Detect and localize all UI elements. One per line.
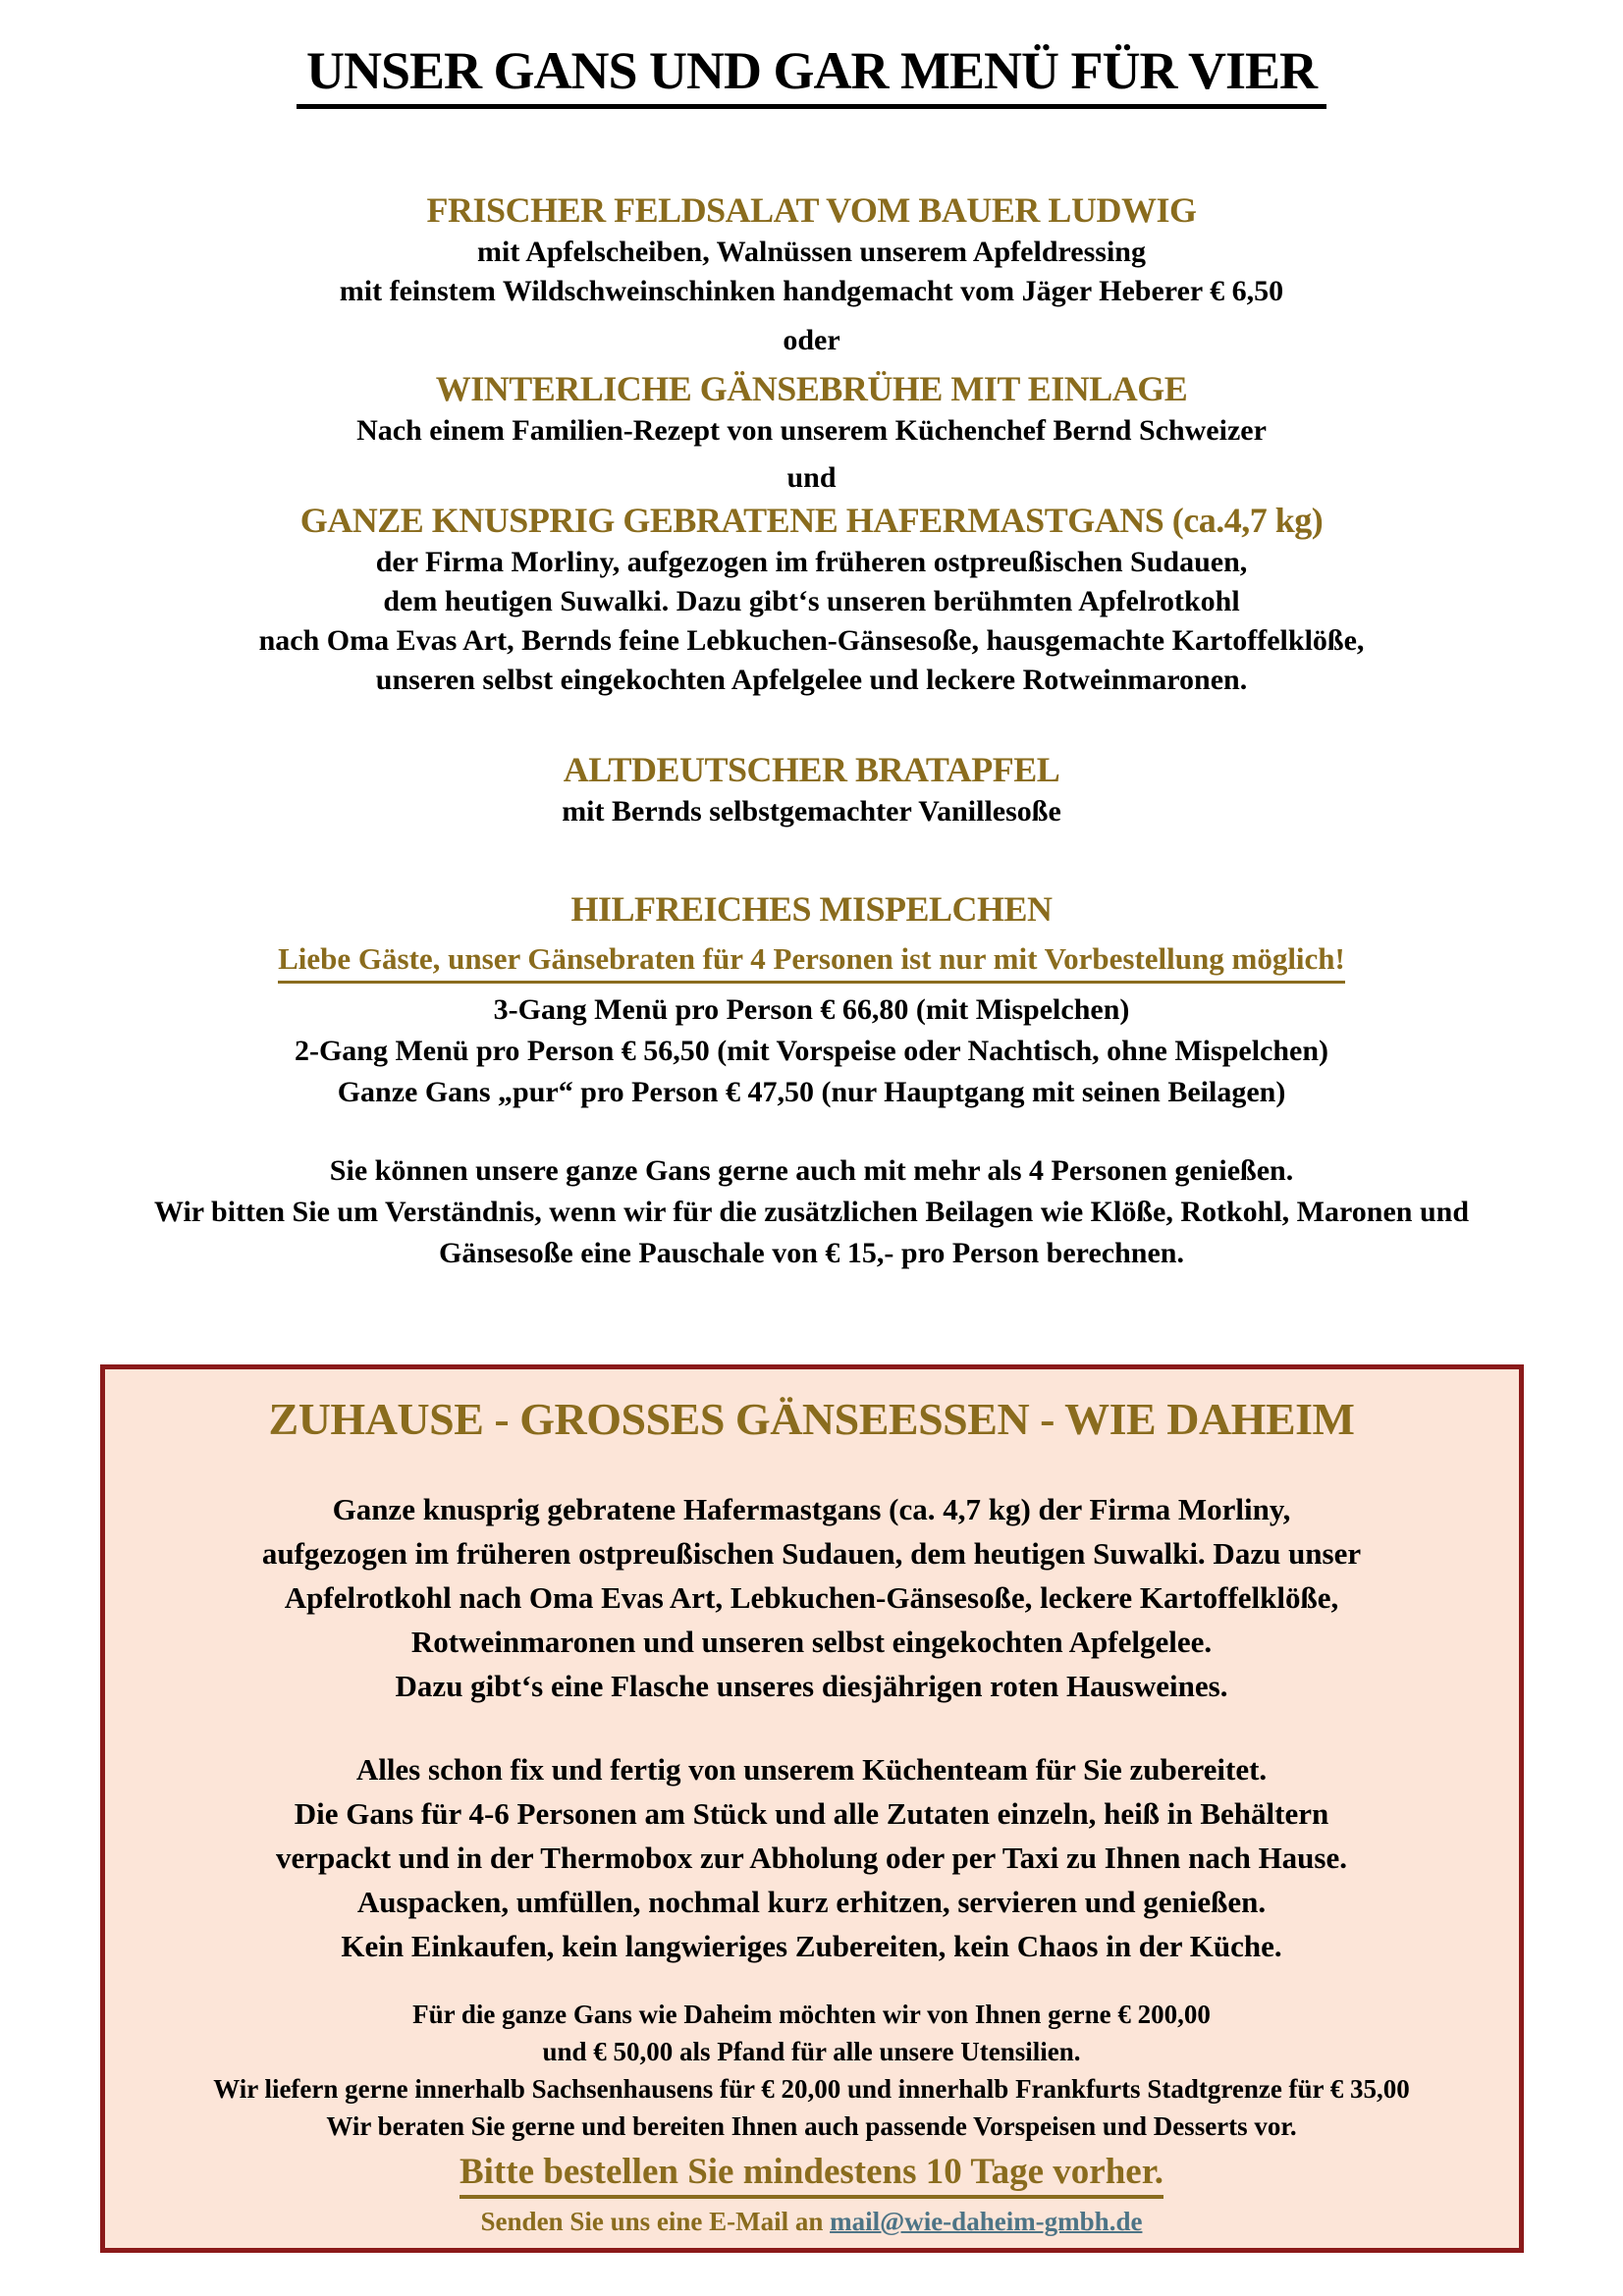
home-box-line: Die Gans für 4-6 Personen am Stück und alle Zutaten einzeln, heiß in Behältern bbox=[294, 1796, 1329, 1831]
home-box-paragraph-3 bbox=[125, 1996, 1499, 2145]
order-note-wrap bbox=[125, 2151, 1499, 2199]
extra-line: Gänsesoße eine Pauschale von € 15,- pro Person berechnen. bbox=[439, 1237, 1184, 1269]
home-box-line: verpackt und in der Thermobox zur Abholung oder per Taxi zu Ihnen nach Hause. bbox=[276, 1841, 1347, 1875]
extra-line: Sie können unsere ganze Gans gerne auch mit mehr als 4 Personen genießen. bbox=[329, 1154, 1294, 1187]
home-box-line: Auspacken, umfüllen, nochmal kurz erhitzen, servieren und genießen. bbox=[356, 1885, 1267, 1919]
separator-oder: oder bbox=[783, 324, 840, 356]
extra-persons-note bbox=[0, 1150, 1623, 1274]
email-link[interactable]: mail@wie-daheim-gmbh.de bbox=[830, 2207, 1143, 2236]
home-box-heading: ZUHAUSE - GROSSES GÄNSEESSEN - WIE DAHEIM bbox=[268, 1394, 1355, 1444]
extra-line: Wir bitten Sie um Verständnis, wenn wir für die zusätzlichen Beilagen wie Klöße, Rotkohl, Maronen und bbox=[153, 1196, 1470, 1228]
main-course-line: der Firma Morliny, aufgezogen im früheren ostpreußischen Sudauen, bbox=[375, 546, 1248, 578]
main-course-line: dem heutigen Suwalki. Dazu gibt‘s unseren berühmten Apfelrotkohl bbox=[383, 585, 1240, 617]
home-box-line: Alles schon fix und fertig von unserem Küchenteam für Sie zubereitet. bbox=[355, 1752, 1268, 1787]
home-box-line: Kein Einkaufen, kein langwieriges Zubereiten, kein Chaos in der Küche. bbox=[341, 1929, 1282, 1963]
preorder-notice: Liebe Gäste, unser Gänsebraten für 4 Personen ist nur mit Vorbestellung möglich! bbox=[278, 939, 1345, 984]
home-box-small-line: Für die ganze Gans wie Daheim möchten wir von Ihnen gerne € 200,00 bbox=[412, 2000, 1211, 2029]
home-box-line: Rotweinmaronen und unseren selbst eingekochten Apfelgelee. bbox=[410, 1625, 1213, 1659]
preorder-notice-wrap bbox=[0, 939, 1623, 984]
dessert-heading: ALTDEUTSCHER BRATAPFEL bbox=[563, 750, 1060, 789]
starter-heading: FRISCHER FELDSALAT VOM BAUER LUDWIG bbox=[426, 190, 1197, 230]
order-note: Bitte bestellen Sie mindestens 10 Tage vorher. bbox=[460, 2151, 1163, 2199]
home-box-line: Dazu gibt‘s eine Flasche unseres diesjährigen roten Hausweines. bbox=[395, 1669, 1228, 1703]
digestif-heading: HILFREICHES MISPELCHEN bbox=[570, 889, 1053, 929]
starter-line: mit Apfelscheiben, Walnüssen unserem Apfeldressing bbox=[477, 236, 1146, 268]
home-box-small-line: und € 50,00 als Pfand für alle unsere Utensilien. bbox=[542, 2037, 1081, 2066]
main-course-heading: GANZE KNUSPRIG GEBRATENE HAFERMASTGANS (ca.4,7 kg) bbox=[299, 501, 1324, 540]
home-box-line: Apfelrotkohl nach Oma Evas Art, Lebkuchen-Gänsesoße, leckere Kartoffelklöße, bbox=[284, 1580, 1339, 1615]
price-line-3-gang: 3-Gang Menü pro Person € 66,80 (mit Mispelchen) bbox=[493, 993, 1130, 1026]
email-line bbox=[125, 2205, 1499, 2238]
main-course-line: unseren selbst eingekochten Apfelgelee und leckere Rotweinmaronen. bbox=[375, 664, 1248, 696]
home-box-line: Ganze knusprig gebratene Hafermastgans (ca. 4,7 kg) der Firma Morliny, bbox=[332, 1492, 1291, 1526]
title-section bbox=[0, 0, 1623, 109]
price-list bbox=[0, 989, 1623, 1113]
home-box-line: aufgezogen im früheren ostpreußischen Sudauen, dem heutigen Suwalki. Dazu unser bbox=[261, 1536, 1362, 1571]
price-line-2-gang: 2-Gang Menü pro Person € 56,50 (mit Vorspeise oder Nachtisch, ohne Mispelchen) bbox=[294, 1035, 1329, 1067]
email-prefix: Senden Sie uns eine E-Mail an bbox=[480, 2207, 831, 2236]
home-box-paragraph-1 bbox=[125, 1487, 1499, 1708]
starter-line: mit feinstem Wildschweinschinken handgemacht vom Jäger Heberer € 6,50 bbox=[339, 275, 1284, 307]
home-goose-box bbox=[100, 1364, 1524, 2253]
menu-body bbox=[0, 187, 1623, 1274]
page-title: UNSER GANS UND GAR MENÜ FÜR VIER bbox=[297, 41, 1326, 109]
home-box-paragraph-2 bbox=[125, 1747, 1499, 1968]
price-line-gans-pur: Ganze Gans „pur“ pro Person € 47,50 (nur Hauptgang mit seinen Beilagen) bbox=[337, 1076, 1286, 1108]
home-box-small-line: Wir beraten Sie gerne und bereiten Ihnen auch passende Vorspeisen und Desserts vor. bbox=[326, 2111, 1297, 2141]
separator-und: und bbox=[786, 461, 837, 494]
soup-heading: WINTERLICHE GÄNSEBRÜHE MIT EINLAGE bbox=[435, 369, 1188, 408]
dessert-line: mit Bernds selbstgemachter Vanillesoße bbox=[562, 795, 1061, 828]
soup-line: Nach einem Familien-Rezept von unserem Küchenchef Bernd Schweizer bbox=[356, 414, 1267, 447]
home-box-small-line: Wir liefern gerne innerhalb Sachsenhausens für € 20,00 und innerhalb Frankfurts Stadtgrenze für € 35,00 bbox=[213, 2074, 1410, 2104]
main-course-line: nach Oma Evas Art, Bernds feine Lebkuchen-Gänsesoße, hausgemachte Kartoffelklöße, bbox=[258, 624, 1365, 657]
